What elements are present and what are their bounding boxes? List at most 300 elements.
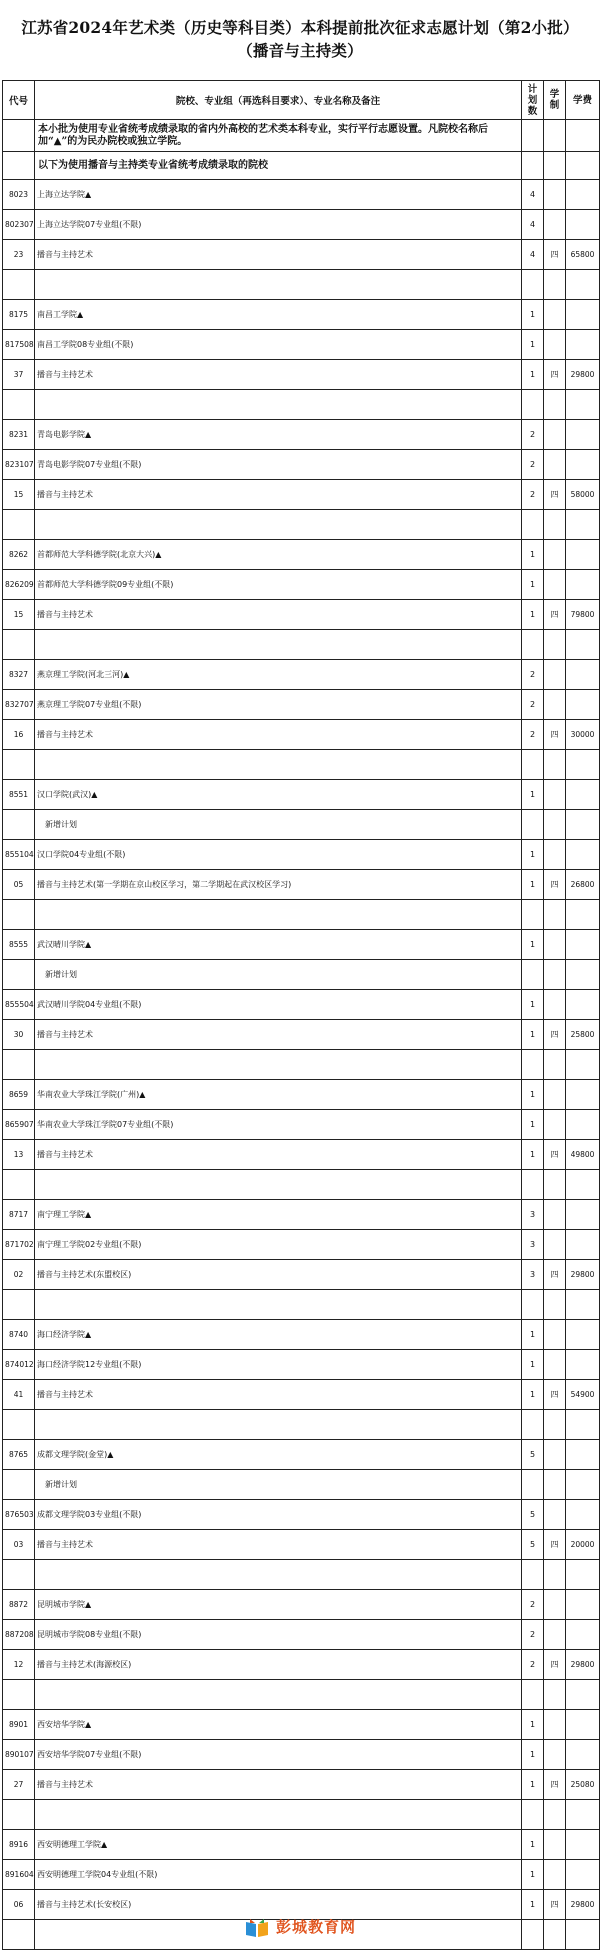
spacer-row: [3, 630, 600, 660]
name-cell: 青岛电影学院07专业组(不限): [35, 450, 522, 480]
years-cell: 四: [544, 1530, 566, 1560]
name-cell: 播音与主持艺术: [35, 720, 522, 750]
code-cell: 876503: [3, 1500, 35, 1530]
table-row: [3, 1890, 600, 1920]
fee-cell: 25800: [566, 1020, 600, 1050]
spacer-row: [3, 1800, 600, 1830]
name-cell: 上海立达学院▲: [35, 180, 522, 210]
code-cell: 8765: [3, 1440, 35, 1470]
empty-cell: [544, 1800, 566, 1830]
watermark-text: 彭城教育网: [275, 1918, 356, 1936]
table-row: [3, 1080, 600, 1110]
plan-count-cell: 1: [522, 570, 544, 600]
code-cell: 855504: [3, 990, 35, 1020]
years-cell: 四: [544, 1260, 566, 1290]
empty-cell: [522, 1560, 544, 1590]
empty-cell: [35, 900, 522, 930]
fee-cell: [566, 1860, 600, 1890]
years-cell: [544, 810, 566, 840]
empty-cell: [566, 1410, 600, 1440]
fee-cell: [566, 330, 600, 360]
code-cell: 8659: [3, 1080, 35, 1110]
table-row: [3, 1710, 600, 1740]
plan-count-cell: 3: [522, 1230, 544, 1260]
years-cell: [544, 960, 566, 990]
code-cell: 8916: [3, 1830, 35, 1860]
empty-cell: [544, 1410, 566, 1440]
years-cell: 四: [544, 1020, 566, 1050]
code-cell: 8901: [3, 1710, 35, 1740]
code-cell: 8175: [3, 300, 35, 330]
empty-cell: [544, 1170, 566, 1200]
table-row: [3, 1380, 600, 1410]
spacer-row: [3, 1050, 600, 1080]
table-row: [3, 840, 600, 870]
name-cell: 成都文理学院03专业组(不限): [35, 1500, 522, 1530]
table-row: [3, 1620, 600, 1650]
spacer-row: [3, 1560, 600, 1590]
fee-cell: [566, 1350, 600, 1380]
years-cell: [544, 1620, 566, 1650]
fee-cell: [566, 420, 600, 450]
empty-cell: [35, 1560, 522, 1590]
empty-cell: [35, 630, 522, 660]
spacer-row: [3, 1290, 600, 1320]
name-cell: 新增计划: [35, 810, 522, 840]
name-cell: 海口经济学院12专业组(不限): [35, 1350, 522, 1380]
code-cell: 05: [3, 870, 35, 900]
years-cell: [544, 1110, 566, 1140]
section-empty-cell: [522, 152, 544, 180]
years-cell: [544, 1440, 566, 1470]
years-cell: [544, 840, 566, 870]
fee-cell: [566, 840, 600, 870]
name-cell: 播音与主持艺术: [35, 1380, 522, 1410]
name-cell: 南宁理工学院▲: [35, 1200, 522, 1230]
empty-cell: [522, 1410, 544, 1440]
fee-cell: [566, 1080, 600, 1110]
header-code: 代号: [3, 81, 35, 120]
table-row: [3, 810, 600, 840]
name-cell: 燕京理工学院(河北三河)▲: [35, 660, 522, 690]
years-cell: [544, 1830, 566, 1860]
table-row: [3, 330, 600, 360]
fee-cell: 29800: [566, 1650, 600, 1680]
code-cell: 12: [3, 1650, 35, 1680]
name-cell: 武汉晴川学院▲: [35, 930, 522, 960]
fee-cell: [566, 1740, 600, 1770]
plan-count-cell: 2: [522, 690, 544, 720]
title-line-1: 江苏省2024年艺术类（历史等科目类）本科提前批次征求志愿计划（第2小批）: [21, 18, 579, 37]
table-row: [3, 1860, 600, 1890]
plan-count-cell: 1: [522, 1350, 544, 1380]
years-cell: 四: [544, 870, 566, 900]
fee-cell: 79800: [566, 600, 600, 630]
spacer-row: [3, 1170, 600, 1200]
spacer-row: [3, 270, 600, 300]
code-cell: 30: [3, 1020, 35, 1050]
empty-cell: [566, 1560, 600, 1590]
empty-cell: [522, 270, 544, 300]
name-cell: 成都文理学院(金堂)▲: [35, 1440, 522, 1470]
table-row: [3, 1500, 600, 1530]
years-cell: [544, 1740, 566, 1770]
section-code-cell: [3, 152, 35, 180]
name-cell: 上海立达学院07专业组(不限): [35, 210, 522, 240]
code-cell: 832707: [3, 690, 35, 720]
spacer-row: [3, 1680, 600, 1710]
name-cell: 昆明城市学院▲: [35, 1590, 522, 1620]
years-cell: [544, 1590, 566, 1620]
table-row: [3, 480, 600, 510]
fee-cell: 58000: [566, 480, 600, 510]
fee-cell: [566, 780, 600, 810]
table-row: [3, 420, 600, 450]
fee-cell: 29800: [566, 1890, 600, 1920]
fee-cell: [566, 930, 600, 960]
fee-cell: [566, 1320, 600, 1350]
empty-cell: [35, 1800, 522, 1830]
section-empty-cell: [566, 152, 600, 180]
code-cell: 887208: [3, 1620, 35, 1650]
table-row: [3, 1650, 600, 1680]
name-cell: 首都师范大学科德学院09专业组(不限): [35, 570, 522, 600]
empty-cell: [544, 750, 566, 780]
note-empty-cell: [566, 120, 600, 152]
name-cell: 播音与主持艺术(长安校区): [35, 1890, 522, 1920]
note-text: 本小批为使用专业省统考成绩录取的省内外高校的艺术类本科专业，实行平行志愿设置。凡院校名称后加“▲”的为民办院校或独立学院。: [35, 120, 522, 152]
fee-cell: [566, 1590, 600, 1620]
name-cell: 播音与主持艺术: [35, 240, 522, 270]
code-cell: 8327: [3, 660, 35, 690]
plan-count-cell: 5: [522, 1530, 544, 1560]
empty-cell: [566, 630, 600, 660]
years-cell: [544, 330, 566, 360]
table-row: [3, 210, 600, 240]
table-row: [3, 1590, 600, 1620]
spacer-row: [3, 390, 600, 420]
empty-cell: [566, 510, 600, 540]
years-cell: [544, 570, 566, 600]
fee-cell: [566, 960, 600, 990]
plan-count-cell: 1: [522, 1080, 544, 1110]
table-row: [3, 1440, 600, 1470]
plan-count-cell: 2: [522, 1620, 544, 1650]
empty-cell: [35, 1050, 522, 1080]
empty-cell: [566, 1050, 600, 1080]
name-cell: 燕京理工学院07专业组(不限): [35, 690, 522, 720]
code-cell: [3, 1470, 35, 1500]
table-row: [3, 450, 600, 480]
spacer-row: [3, 900, 600, 930]
fee-cell: 29800: [566, 1260, 600, 1290]
empty-cell: [522, 1050, 544, 1080]
page-title: [0, 16, 600, 62]
code-cell: 890107: [3, 1740, 35, 1770]
plan-count-cell: 1: [522, 1380, 544, 1410]
empty-cell: [3, 1560, 35, 1590]
empty-cell: [544, 630, 566, 660]
years-cell: [544, 420, 566, 450]
years-cell: [544, 990, 566, 1020]
fee-cell: [566, 1470, 600, 1500]
empty-cell: [566, 1680, 600, 1710]
plan-count-cell: 1: [522, 330, 544, 360]
code-cell: 37: [3, 360, 35, 390]
empty-cell: [522, 750, 544, 780]
code-cell: 16: [3, 720, 35, 750]
plan-count-cell: 4: [522, 240, 544, 270]
empty-cell: [544, 900, 566, 930]
years-cell: [544, 1860, 566, 1890]
fee-cell: [566, 660, 600, 690]
code-cell: 826209: [3, 570, 35, 600]
code-cell: 8555: [3, 930, 35, 960]
name-cell: 播音与主持艺术(海源校区): [35, 1650, 522, 1680]
empty-cell: [566, 270, 600, 300]
plan-count-cell: 2: [522, 1650, 544, 1680]
section-row: [3, 152, 600, 180]
plan-count-cell: 1: [522, 990, 544, 1020]
years-cell: [544, 1200, 566, 1230]
empty-cell: [522, 1680, 544, 1710]
code-cell: 41: [3, 1380, 35, 1410]
empty-cell: [522, 390, 544, 420]
years-cell: [544, 1710, 566, 1740]
name-cell: 西安培华学院07专业组(不限): [35, 1740, 522, 1770]
empty-cell: [522, 900, 544, 930]
spacer-row: [3, 1410, 600, 1440]
table-row: [3, 1470, 600, 1500]
table-row: [3, 1020, 600, 1050]
years-cell: [544, 300, 566, 330]
code-cell: 874012: [3, 1350, 35, 1380]
section-empty-cell: [544, 152, 566, 180]
plan-count-cell: 1: [522, 1710, 544, 1740]
empty-cell: [566, 1800, 600, 1830]
plan-count-cell: 2: [522, 1590, 544, 1620]
code-cell: 13: [3, 1140, 35, 1170]
plan-count-cell: 1: [522, 540, 544, 570]
code-cell: 802307: [3, 210, 35, 240]
code-cell: 15: [3, 480, 35, 510]
name-cell: 西安明德理工学院04专业组(不限): [35, 1860, 522, 1890]
table-row: [3, 660, 600, 690]
plan-count-cell: [522, 960, 544, 990]
plan-count-cell: 1: [522, 840, 544, 870]
code-cell: 06: [3, 1890, 35, 1920]
fee-cell: [566, 1620, 600, 1650]
plan-count-cell: 1: [522, 780, 544, 810]
years-cell: [544, 1470, 566, 1500]
table-row: [3, 720, 600, 750]
plan-count-cell: 2: [522, 480, 544, 510]
empty-cell: [544, 1290, 566, 1320]
fee-cell: [566, 1830, 600, 1860]
code-cell: 23: [3, 240, 35, 270]
fee-cell: [566, 990, 600, 1020]
empty-cell: [3, 1680, 35, 1710]
plan-count-cell: [522, 810, 544, 840]
table-row: [3, 180, 600, 210]
plan-count-cell: 1: [522, 1890, 544, 1920]
code-cell: 8717: [3, 1200, 35, 1230]
note-row: [3, 120, 600, 152]
empty-cell: [35, 1410, 522, 1440]
years-cell: [544, 180, 566, 210]
empty-cell: [566, 1290, 600, 1320]
name-cell: 汉口学院(武汉)▲: [35, 780, 522, 810]
name-cell: 华南农业大学珠江学院07专业组(不限): [35, 1110, 522, 1140]
empty-cell: [3, 270, 35, 300]
empty-cell: [566, 900, 600, 930]
empty-cell: [522, 630, 544, 660]
years-cell: [544, 930, 566, 960]
empty-cell: [566, 1170, 600, 1200]
years-cell: 四: [544, 1770, 566, 1800]
name-cell: 播音与主持艺术: [35, 1530, 522, 1560]
code-cell: 8740: [3, 1320, 35, 1350]
table-row: [3, 1110, 600, 1140]
empty-cell: [3, 390, 35, 420]
name-cell: 南宁理工学院02专业组(不限): [35, 1230, 522, 1260]
table-row: [3, 300, 600, 330]
code-cell: 8872: [3, 1590, 35, 1620]
plan-count-cell: 2: [522, 720, 544, 750]
note-empty-cell: [544, 120, 566, 152]
empty-cell: [3, 750, 35, 780]
fee-cell: 29800: [566, 360, 600, 390]
years-cell: 四: [544, 1380, 566, 1410]
plan-count-cell: 5: [522, 1500, 544, 1530]
name-cell: 海口经济学院▲: [35, 1320, 522, 1350]
fee-cell: 26800: [566, 870, 600, 900]
table-row: [3, 930, 600, 960]
empty-cell: [544, 390, 566, 420]
years-cell: 四: [544, 1890, 566, 1920]
name-cell: 播音与主持艺术(东盟校区): [35, 1260, 522, 1290]
name-cell: 播音与主持艺术: [35, 360, 522, 390]
empty-cell: [3, 630, 35, 660]
empty-cell: [35, 1170, 522, 1200]
plan-count-cell: 1: [522, 1860, 544, 1890]
empty-cell: [544, 510, 566, 540]
code-cell: 03: [3, 1530, 35, 1560]
code-cell: 823107: [3, 450, 35, 480]
table-row: [3, 600, 600, 630]
spacer-row: [3, 510, 600, 540]
plan-count-cell: 1: [522, 360, 544, 390]
fee-cell: [566, 1440, 600, 1470]
empty-cell: [3, 1290, 35, 1320]
years-cell: [544, 450, 566, 480]
years-cell: 四: [544, 1140, 566, 1170]
code-cell: 15: [3, 600, 35, 630]
name-cell: 播音与主持艺术: [35, 1020, 522, 1050]
plan-count-cell: 3: [522, 1200, 544, 1230]
table-row: [3, 990, 600, 1020]
table-row: [3, 870, 600, 900]
years-cell: [544, 1080, 566, 1110]
plan-count-cell: 1: [522, 1770, 544, 1800]
name-cell: 播音与主持艺术: [35, 480, 522, 510]
years-cell: [544, 540, 566, 570]
code-cell: 27: [3, 1770, 35, 1800]
name-cell: 新增计划: [35, 960, 522, 990]
empty-cell: [35, 270, 522, 300]
empty-cell: [3, 510, 35, 540]
years-cell: 四: [544, 480, 566, 510]
plan-count-cell: 4: [522, 210, 544, 240]
table-row: [3, 690, 600, 720]
empty-cell: [566, 750, 600, 780]
header-name: 院校、专业组（再选科目要求）、专业名称及备注: [35, 81, 522, 120]
fee-cell: [566, 1500, 600, 1530]
code-cell: 8023: [3, 180, 35, 210]
fee-cell: [566, 810, 600, 840]
table-row: [3, 1320, 600, 1350]
empty-cell: [35, 1290, 522, 1320]
empty-cell: [544, 270, 566, 300]
fee-cell: 25080: [566, 1770, 600, 1800]
years-cell: [544, 1350, 566, 1380]
code-cell: 817508: [3, 330, 35, 360]
fee-cell: [566, 210, 600, 240]
site-watermark: [0, 1916, 600, 1939]
title-line-2: （播音与主持类）: [237, 41, 363, 60]
empty-cell: [35, 510, 522, 540]
fee-cell: [566, 570, 600, 600]
header-years: 学制: [544, 81, 566, 120]
plan-count-cell: 2: [522, 450, 544, 480]
header-plan: 计划数: [522, 81, 544, 120]
name-cell: 播音与主持艺术: [35, 600, 522, 630]
years-cell: [544, 1500, 566, 1530]
name-cell: 播音与主持艺术(第一学期在京山校区学习，第二学期起在武汉校区学习): [35, 870, 522, 900]
fee-cell: [566, 1200, 600, 1230]
table-row: [3, 1830, 600, 1860]
code-cell: 8262: [3, 540, 35, 570]
empty-cell: [544, 1050, 566, 1080]
plan-count-cell: 1: [522, 1740, 544, 1770]
table-row: [3, 1260, 600, 1290]
table-row: [3, 360, 600, 390]
plan-count-cell: 1: [522, 300, 544, 330]
years-cell: 四: [544, 720, 566, 750]
empty-cell: [544, 1680, 566, 1710]
name-cell: 播音与主持艺术: [35, 1140, 522, 1170]
plan-count-cell: 1: [522, 1140, 544, 1170]
plan-count-cell: 1: [522, 870, 544, 900]
empty-cell: [3, 1050, 35, 1080]
years-cell: [544, 1320, 566, 1350]
code-cell: 891604: [3, 1860, 35, 1890]
code-cell: 855104: [3, 840, 35, 870]
years-cell: [544, 660, 566, 690]
note-empty-cell: [522, 120, 544, 152]
code-cell: 871702: [3, 1230, 35, 1260]
years-cell: [544, 690, 566, 720]
table-row: [3, 1200, 600, 1230]
code-cell: 865907: [3, 1110, 35, 1140]
table-header-row: [3, 81, 600, 120]
empty-cell: [522, 510, 544, 540]
empty-cell: [522, 1170, 544, 1200]
plan-count-cell: 1: [522, 1110, 544, 1140]
plan-count-cell: 2: [522, 420, 544, 450]
table-row: [3, 1140, 600, 1170]
plan-count-cell: 1: [522, 600, 544, 630]
